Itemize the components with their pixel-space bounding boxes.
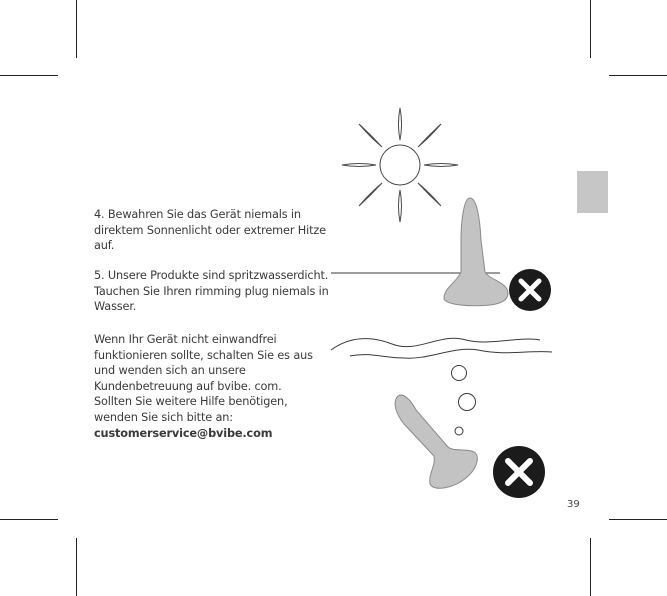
support-email: customerservice@bvibe.com [94, 426, 273, 440]
page-number: 39 [567, 499, 580, 510]
x-circle-icon [509, 269, 551, 311]
x-circle-icon [493, 446, 545, 498]
support-text: Wenn Ihr Gerät nicht einwandfrei funktionieren sollte, schalten Sie es aus und wenden sich an unsere Kundenbetreuung auf bvibe. com. Sollten Sie weitere Hilfe benötigen, wenden Sie sich bitte an: [94, 333, 313, 424]
plug-icon [444, 198, 508, 306]
sun-icon [342, 108, 458, 222]
plug-icon [395, 395, 477, 488]
bubbles-icon [452, 366, 476, 436]
instruction-text: 4. Bewahren Sie das Gerät niemals in direktem Sonnenlicht oder extremer Hitze auf. [94, 208, 326, 253]
water-waves-icon [331, 338, 552, 358]
instruction-text: 5. Unsere Produkte sind spritzwasserdicht. Tauchen Sie Ihren rimming plug niemals in Wasser. [94, 269, 329, 314]
